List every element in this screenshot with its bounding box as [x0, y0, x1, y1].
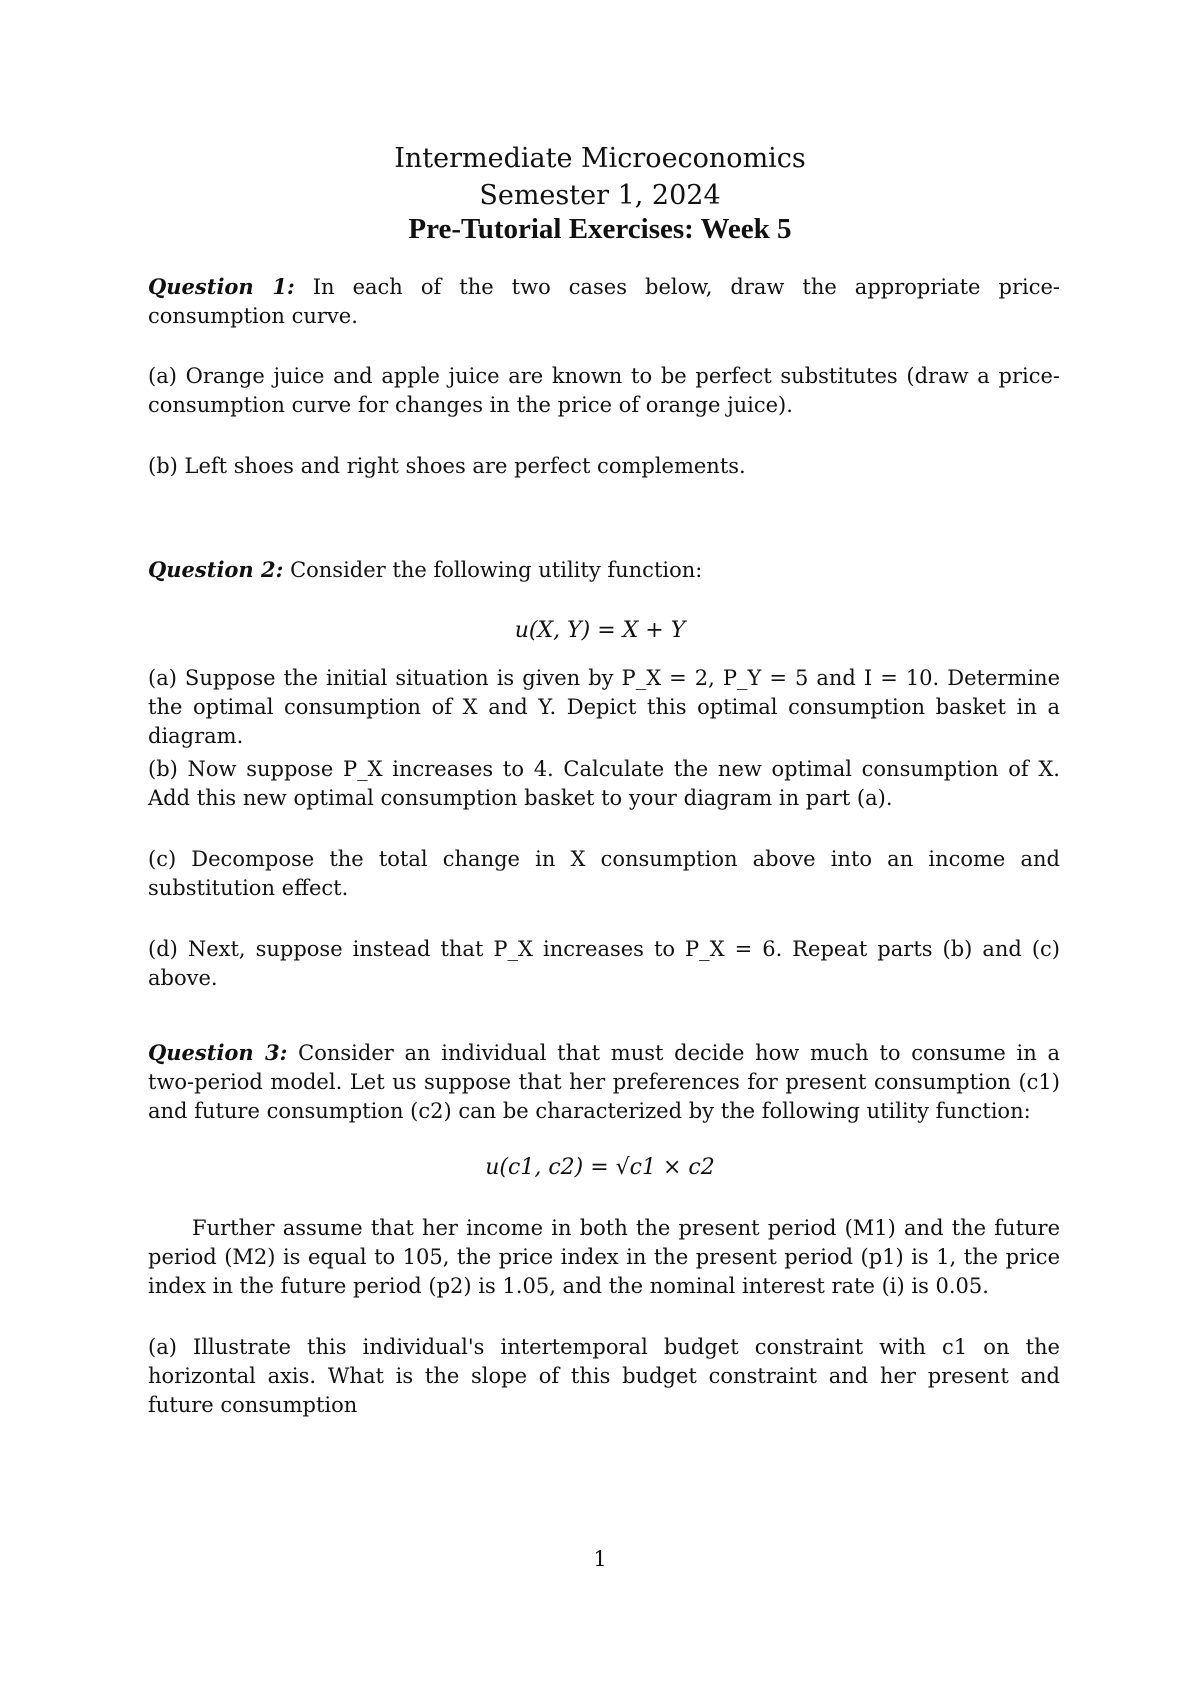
- q2-part-b: (b) Now suppose P_X increases to 4. Calculate the new optimal consumption of X. Add this new optimal consumption basket to your diagram in part (a).: [148, 757, 1060, 810]
- q1-part-a: (a) Orange juice and apple juice are known to be perfect substitutes (draw a price-consumption curve for changes in the price of orange juice).: [148, 364, 1060, 417]
- q1-intro-text: In each of the two cases below, draw the appropriate price-consumption curve.: [148, 275, 1060, 328]
- q2-equation: u(X, Y) = X + Y: [514, 618, 686, 643]
- q2-part-d: (d) Next, suppose instead that P_X increases to P_X = 6. Repeat parts (b) and (c) above.: [148, 937, 1060, 990]
- q3-intro-text: Consider an individual that must decide how much to consume in a two-period model. Let us suppose that her preferences for present consumption (c1) and future consumption (c2) can be characterized by the following utility function:: [148, 1041, 1060, 1123]
- q2-part-c: (c) Decompose the total change in X consumption above into an income and substitution effect.: [148, 847, 1060, 900]
- q2-label: Question 2:: [148, 557, 284, 582]
- q3-label: Question 3:: [148, 1040, 288, 1065]
- q2-part-a: (a) Suppose the initial situation is given by P_X = 2, P_Y = 5 and I = 10. Determine the optimal consumption of X and Y. Depict this optimal consumption basket in a diagram.: [148, 666, 1060, 748]
- q3-equation: u(c1, c2) = √c1 × c2: [485, 1155, 715, 1180]
- q3-part-a: (a) Illustrate this individual's intertemporal budget constraint with c1 on the horizontal axis. What is the slope of this budget constraint and her present and future consumption: [148, 1335, 1060, 1417]
- q1-label: Question 1:: [148, 274, 295, 299]
- course-title: Intermediate Microeconomics: [394, 143, 806, 174]
- page-title: Pre-Tutorial Exercises: Week 5: [408, 213, 792, 245]
- q3-assumptions: Further assume that her income in both the present period (M1) and the future period (M2) is equal to 105, the price index in the present period (p1) is 1, the price index in the future period (p2) is 1.05, and the nominal interest rate (i) is 0.05.: [148, 1216, 1060, 1298]
- q1-part-b: (b) Left shoes and right shoes are perfect complements.: [148, 454, 746, 478]
- semester: Semester 1, 2024: [479, 180, 721, 211]
- q1-intro: [148, 272, 1060, 331]
- page-number: 1: [593, 1547, 607, 1571]
- q3-intro: [148, 1038, 1060, 1126]
- q2-intro-text: Consider the following utility function:: [290, 558, 703, 582]
- q2-intro: [148, 555, 1060, 585]
